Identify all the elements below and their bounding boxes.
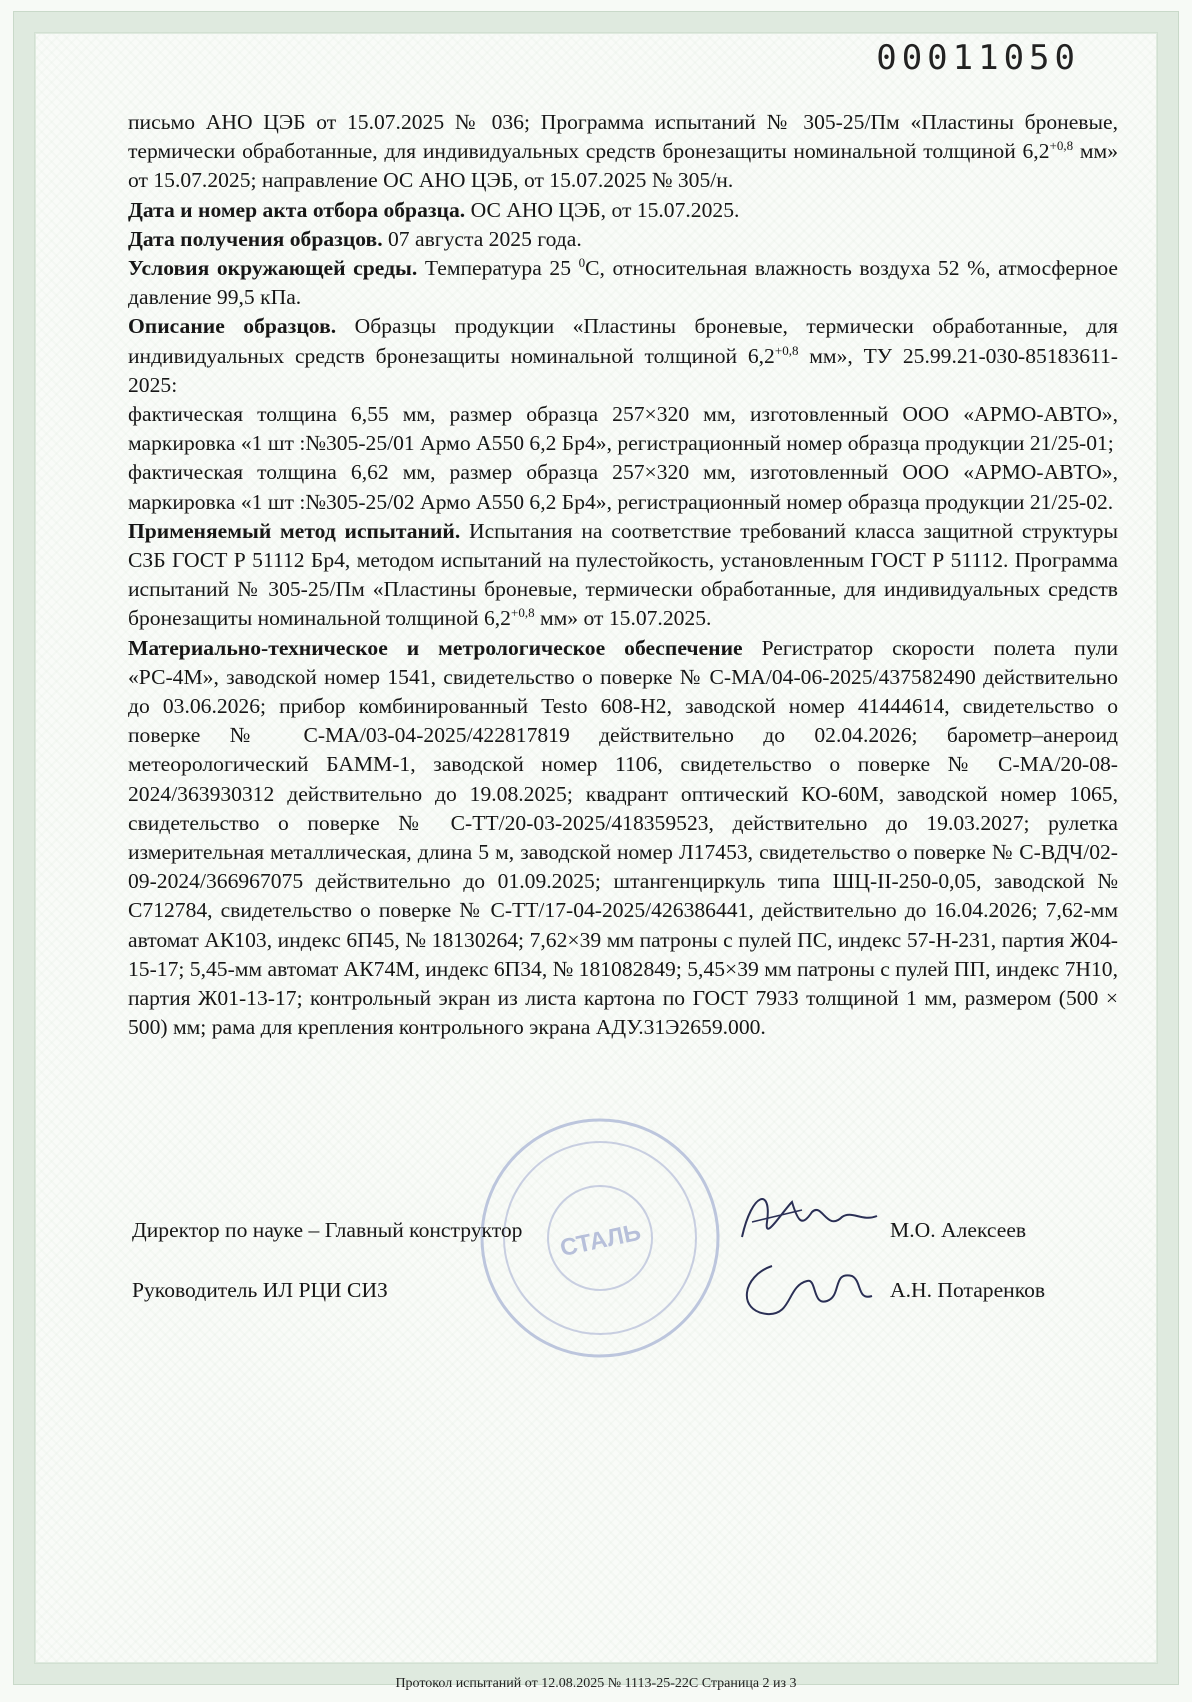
paragraph-text: фактическая толщина 6,62 мм, размер образца 257×320 мм, изготовленный ООО «АРМО-АВТО», маркировка «1 шт :№305-25/02 Армо А550 6,2 Бр4», регистрационный номер образца продукции 21/25-02. — [128, 460, 1118, 514]
signatory-position: Директор по науке – Главный конструктор — [132, 1218, 523, 1242]
paragraph — [128, 517, 1118, 634]
serial-number: 00011050 — [876, 38, 1080, 78]
signatory-position: Руководитель ИЛ РЦИ СИЗ — [132, 1278, 388, 1302]
paragraph-text: Регистратор скорости полета пули «РС-4М», заводской номер 1541, свидетельство о поверке № С-МА/04-06-2025/437582490 действительно до 03.06.2026; прибор комбинированный Testo 608-Н2, заводской номер 41444614, свидетельство о поверке № С-МА/03-04-2025/422817819 действительно до 02.04.2026; барометр–анероид метеорологический БАММ-1, заводской номер 1106, свидетельство о поверке № С-МА/20-08-2024/363930312 действительно до 19.08.2025; квадрант оптический КО-60М, заводской номер 1065, свидетельство о поверке № С-ТТ/20-03-2025/418359523, действительно до 19.03.2027; рулетка измерительная металлическая, длина 5 м, заводской номер Л17453, свидетельство о поверке № С-ВДЧ/02-09-2024/366967075 действительно до 01.09.2025; штангенциркуль типа ШЦ-II-250-0,05, заводской № С712784, свидетельство о поверке № С-ТТ/17-04-2025/426386441, действительно до 16.04.2026; 7,62-мм автомат АК103, индекс 6П45, № 18130264; 7,62×39 мм патроны с пулей ПС, индекс 57-Н-231, партия Ж04-15-17; 5,45-мм автомат АК74М, индекс 6П34, № 181082849; 5,45×39 мм патроны с пулей ПП, индекс 7Н10, партия Ж01-13-17; контрольный экран из листа картона по ГОСТ 7933 толщиной 1 мм, размером (500 × 500) мм; рама для крепления контрольного экрана АДУ.31Э2659.000. — [128, 635, 1118, 1040]
paragraph-tail: мм» от 15.07.2025. — [534, 606, 712, 631]
paragraph — [128, 634, 1118, 1043]
paragraph — [128, 108, 1118, 196]
paragraph-label: Дата получения образцов. — [128, 226, 383, 251]
signatory-name: М.О. Алексеев — [890, 1218, 1027, 1242]
paragraph-label: Материально-техническое и метрологическое обеспечение — [128, 635, 743, 660]
superscript: +0,8 — [510, 605, 535, 621]
signatory-name: А.Н. Потаренков — [890, 1278, 1046, 1302]
stamp-logo-text: СТАЛЬ — [557, 1218, 644, 1263]
paragraph-text: письмо АНО ЦЭБ от 15.07.2025 № 036; Программа испытаний № 305-25/Пм «Пластины броневые, термически обработанные, для индивидуальных средств бронезащиты номинальной толщиной 6,2 — [128, 110, 1118, 164]
paragraph — [128, 225, 1118, 254]
signature-row — [132, 1278, 1092, 1308]
paragraph-tail: мм» от 15.07.2025; направление ОС АНО ЦЭБ, от 15.07.2025 № 305/н. — [128, 139, 1118, 193]
paragraph — [128, 400, 1118, 458]
paragraph-text: фактическая толщина 6,55 мм, размер образца 257×320 мм, изготовленный ООО «АРМО-АВТО», маркировка «1 шт :№305-25/01 Армо А550 6,2 Бр4», регистрационный номер образца продукции 21/25-01; — [128, 402, 1118, 456]
superscript: 0 — [578, 255, 586, 271]
document-body — [128, 108, 1118, 1043]
paragraph-text: ОС АНО ЦЭБ, от 15.07.2025. — [465, 197, 740, 222]
paragraph-text: 07 августа 2025 года. — [382, 226, 582, 251]
paragraph-text: Образцы продукции «Пластины броневые, термически обработанные, для индивидуальных средств бронезащиты номинальной толщиной 6,2 — [128, 314, 1118, 368]
page-footer: Протокол испытаний от 12.08.2025 № 1113-25-22С Страница 2 из 3 — [395, 1676, 797, 1691]
superscript: +0,8 — [774, 342, 799, 358]
superscript: +0,8 — [1049, 138, 1074, 154]
paragraph-label: Дата и номер акта отбора образца. — [128, 197, 466, 222]
paragraph-label: Применяемый метод испытаний. — [128, 518, 461, 543]
signature-row — [132, 1218, 1092, 1248]
paragraph-text: Температура 25 — [417, 256, 579, 281]
paragraph-label: Описание образцов. — [128, 314, 337, 339]
paragraph-tail: С, относительная влажность воздуха 52 %, атмосферное давление 99,5 кПа. — [128, 256, 1118, 310]
paragraph-text: Испытания на соответствие требований класса защитной структуры СЗБ ГОСТ Р 51112 Бр4, методом испытаний на пулестойкость, установленным ГОСТ Р 51112. Программа испытаний № 305-25/Пм «Пластины броневые, термически обработанные, для индивидуальных средств бронезащиты номинальной толщиной 6,2 — [128, 518, 1118, 631]
handwritten-signature — [732, 1182, 882, 1252]
paragraph — [128, 458, 1118, 516]
paragraph — [128, 312, 1118, 400]
paragraph — [128, 254, 1118, 312]
paragraph-tail: мм», ТУ 25.99.21-030-85183611-2025: — [128, 343, 1118, 397]
paragraph — [128, 196, 1118, 225]
handwritten-signature — [732, 1256, 882, 1326]
paragraph-label: Условия окружающей среды. — [128, 256, 418, 281]
